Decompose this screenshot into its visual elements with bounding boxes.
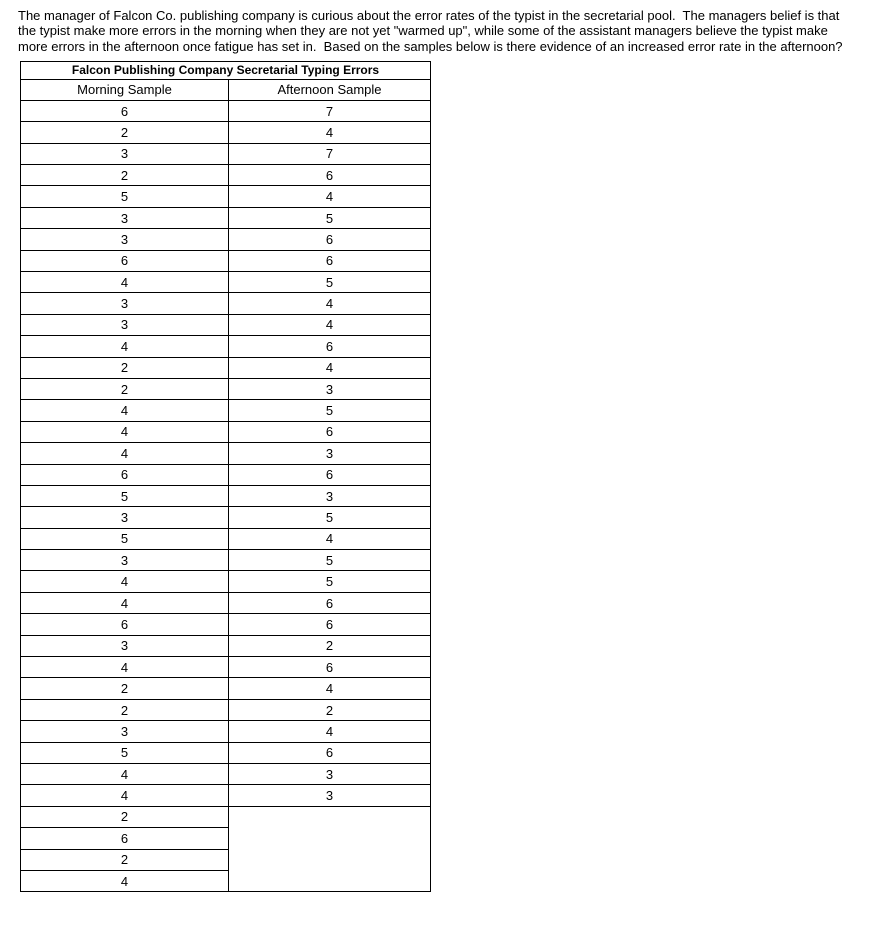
afternoon-value-cell: 4 <box>229 528 431 549</box>
afternoon-value-cell <box>229 806 431 827</box>
afternoon-value-cell: 3 <box>229 443 431 464</box>
table-row <box>21 721 431 742</box>
morning-value-cell: 2 <box>21 806 229 827</box>
table-row <box>21 870 431 891</box>
table-row <box>21 421 431 442</box>
table-row <box>21 785 431 806</box>
table-row <box>21 143 431 164</box>
table-row <box>21 657 431 678</box>
morning-value-cell: 2 <box>21 165 229 186</box>
afternoon-value-cell: 2 <box>229 635 431 656</box>
afternoon-value-cell: 5 <box>229 207 431 228</box>
afternoon-value-cell: 2 <box>229 699 431 720</box>
table-row <box>21 314 431 335</box>
afternoon-value-cell: 4 <box>229 293 431 314</box>
table-row <box>21 828 431 849</box>
afternoon-value-cell: 6 <box>229 421 431 442</box>
morning-value-cell: 3 <box>21 207 229 228</box>
morning-value-cell: 4 <box>21 421 229 442</box>
afternoon-value-cell: 4 <box>229 314 431 335</box>
afternoon-value-cell: 4 <box>229 186 431 207</box>
table-row <box>21 272 431 293</box>
table-row <box>21 357 431 378</box>
afternoon-value-cell <box>229 849 431 870</box>
table-row <box>21 571 431 592</box>
table-row <box>21 764 431 785</box>
column-header-morning: Morning Sample <box>21 79 229 100</box>
afternoon-value-cell <box>229 870 431 891</box>
morning-value-cell: 4 <box>21 272 229 293</box>
morning-value-cell: 2 <box>21 122 229 143</box>
morning-value-cell: 5 <box>21 186 229 207</box>
afternoon-value-cell <box>229 828 431 849</box>
afternoon-value-cell: 6 <box>229 742 431 763</box>
afternoon-value-cell: 6 <box>229 250 431 271</box>
morning-value-cell: 4 <box>21 571 229 592</box>
afternoon-value-cell: 6 <box>229 229 431 250</box>
column-header-afternoon: Afternoon Sample <box>229 79 431 100</box>
table-row <box>21 550 431 571</box>
morning-value-cell: 6 <box>21 100 229 121</box>
table-row <box>21 400 431 421</box>
table-row <box>21 443 431 464</box>
afternoon-value-cell: 4 <box>229 357 431 378</box>
table-row <box>21 635 431 656</box>
morning-value-cell: 2 <box>21 699 229 720</box>
afternoon-value-cell: 7 <box>229 100 431 121</box>
morning-value-cell: 4 <box>21 764 229 785</box>
table-row <box>21 485 431 506</box>
table-body <box>21 100 431 891</box>
table-row <box>21 229 431 250</box>
table-row <box>21 464 431 485</box>
table-row <box>21 699 431 720</box>
morning-value-cell: 3 <box>21 721 229 742</box>
morning-value-cell: 4 <box>21 870 229 891</box>
morning-value-cell: 6 <box>21 464 229 485</box>
afternoon-value-cell: 5 <box>229 550 431 571</box>
afternoon-value-cell: 5 <box>229 507 431 528</box>
table-row <box>21 100 431 121</box>
afternoon-value-cell: 6 <box>229 657 431 678</box>
morning-value-cell: 6 <box>21 250 229 271</box>
table-head <box>21 61 431 100</box>
table-row <box>21 806 431 827</box>
morning-value-cell: 4 <box>21 785 229 806</box>
morning-value-cell: 3 <box>21 293 229 314</box>
morning-value-cell: 5 <box>21 528 229 549</box>
afternoon-value-cell: 6 <box>229 165 431 186</box>
morning-value-cell: 2 <box>21 378 229 399</box>
table-row <box>21 378 431 399</box>
afternoon-value-cell: 3 <box>229 485 431 506</box>
table-row <box>21 742 431 763</box>
morning-value-cell: 4 <box>21 592 229 613</box>
morning-value-cell: 4 <box>21 657 229 678</box>
morning-value-cell: 4 <box>21 443 229 464</box>
morning-value-cell: 2 <box>21 849 229 870</box>
afternoon-value-cell: 4 <box>229 122 431 143</box>
morning-value-cell: 3 <box>21 229 229 250</box>
table-row <box>21 122 431 143</box>
afternoon-value-cell: 6 <box>229 336 431 357</box>
morning-value-cell: 6 <box>21 828 229 849</box>
morning-value-cell: 3 <box>21 143 229 164</box>
table-row <box>21 186 431 207</box>
table-title: Falcon Publishing Company Secretarial Typing Errors <box>21 61 431 79</box>
morning-value-cell: 3 <box>21 635 229 656</box>
table-row <box>21 336 431 357</box>
table-row <box>21 507 431 528</box>
question-text: The manager of Falcon Co. publishing company is curious about the error rates of the typist in the secretarial pool. The managers belief is that the typist make more errors in the morning when they are not yet "warmed up", while some of the assistant managers believe the typist make more errors in the afternoon once fatigue has set in. Based on the samples below is there evidence of an increased error rate in the afternoon? <box>18 8 843 54</box>
table-row <box>21 207 431 228</box>
table-title-row <box>21 61 431 79</box>
afternoon-value-cell: 4 <box>229 678 431 699</box>
afternoon-value-cell: 6 <box>229 464 431 485</box>
table-row <box>21 678 431 699</box>
afternoon-value-cell: 5 <box>229 272 431 293</box>
afternoon-value-cell: 4 <box>229 721 431 742</box>
afternoon-value-cell: 3 <box>229 764 431 785</box>
morning-value-cell: 5 <box>21 742 229 763</box>
morning-value-cell: 4 <box>21 336 229 357</box>
morning-value-cell: 2 <box>21 678 229 699</box>
afternoon-value-cell: 6 <box>229 614 431 635</box>
afternoon-value-cell: 3 <box>229 785 431 806</box>
table-header-row <box>21 79 431 100</box>
table-row <box>21 614 431 635</box>
morning-value-cell: 6 <box>21 614 229 635</box>
morning-value-cell: 5 <box>21 485 229 506</box>
table-row <box>21 592 431 613</box>
table-row <box>21 165 431 186</box>
table-row <box>21 528 431 549</box>
typing-errors-table <box>20 61 431 892</box>
table-row <box>21 293 431 314</box>
morning-value-cell: 3 <box>21 314 229 335</box>
table-row <box>21 849 431 870</box>
afternoon-value-cell: 5 <box>229 571 431 592</box>
morning-value-cell: 2 <box>21 357 229 378</box>
afternoon-value-cell: 5 <box>229 400 431 421</box>
afternoon-value-cell: 7 <box>229 143 431 164</box>
morning-value-cell: 4 <box>21 400 229 421</box>
morning-value-cell: 3 <box>21 507 229 528</box>
table-row <box>21 250 431 271</box>
afternoon-value-cell: 3 <box>229 378 431 399</box>
morning-value-cell: 3 <box>21 550 229 571</box>
afternoon-value-cell: 6 <box>229 592 431 613</box>
